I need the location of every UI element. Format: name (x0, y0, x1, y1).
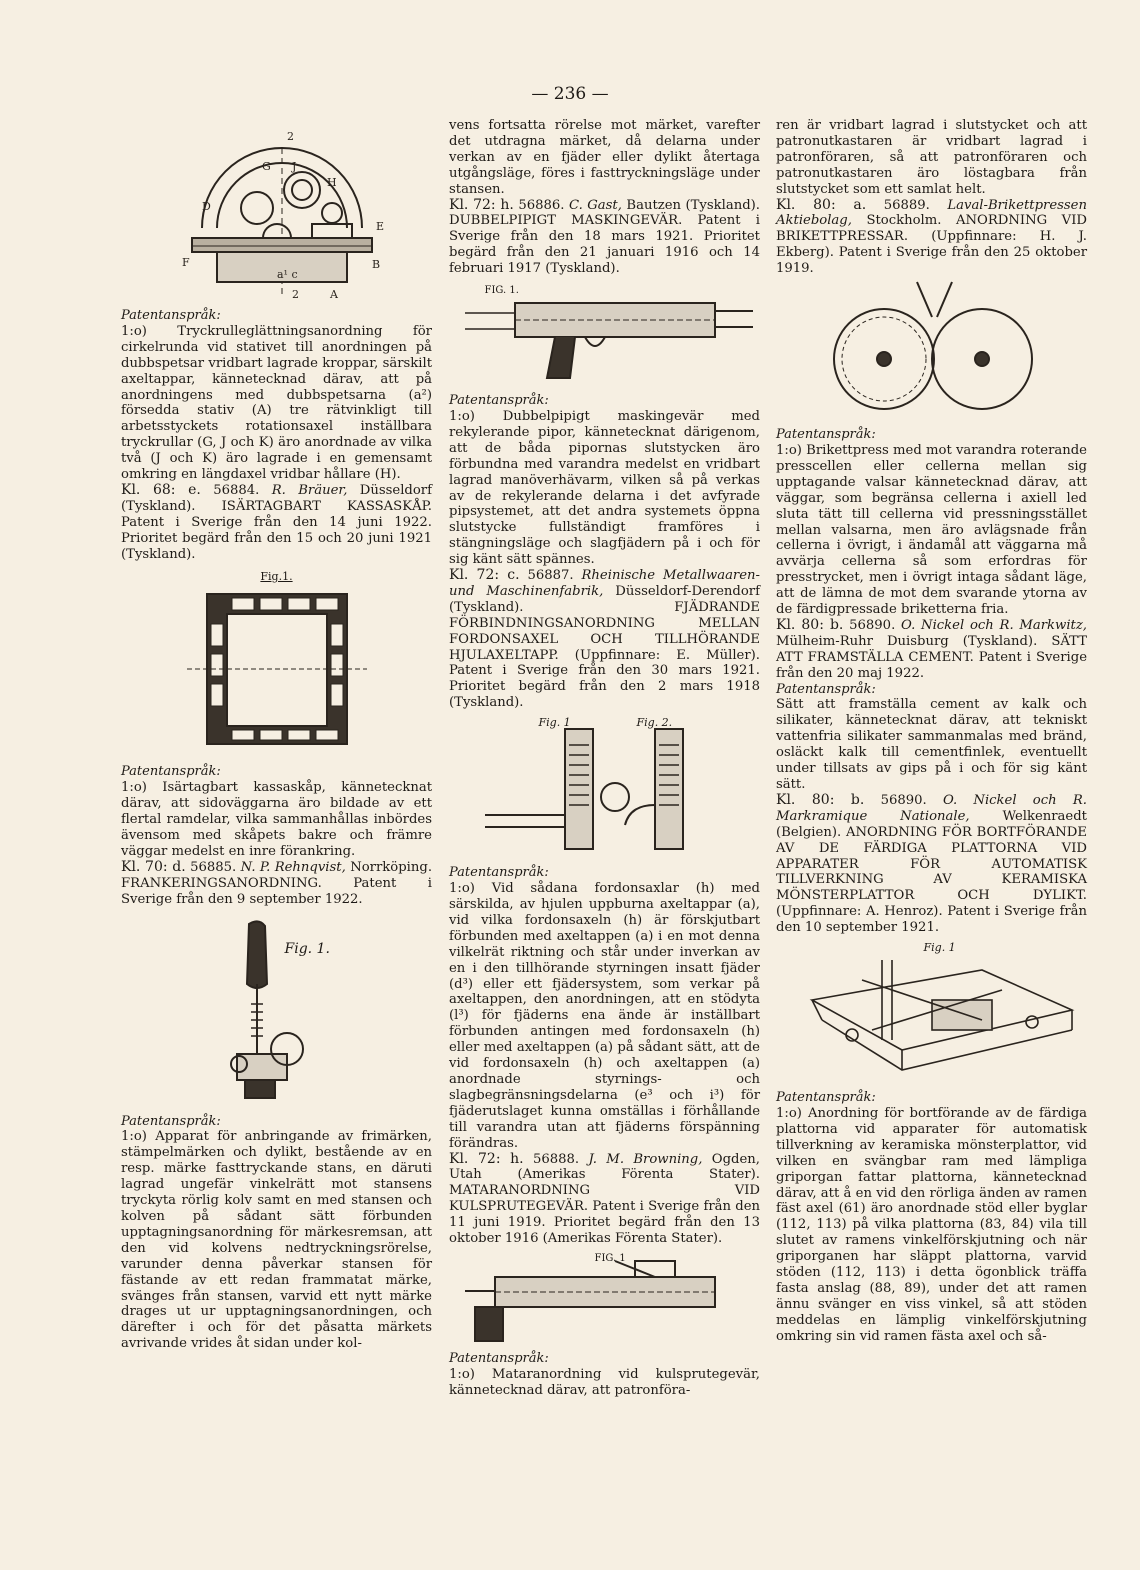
figure-machine-gun (455, 283, 755, 393)
svg-text:J: J (291, 160, 296, 173)
patent-author: O. Nickel och R. Markramique Nationale, (776, 792, 1087, 824)
patent-entry-56885 (121, 860, 432, 908)
svg-text:F: F (181, 256, 190, 269)
patent-entry-56887 (449, 568, 760, 711)
claim-text: 1:o) Dubbelpipigt maskingevär med rekylerande pipor, kännetecknat därigenom, att de båda pipornas slutstycken äro förbundna med varandra medelst en vridbart lagrad manöverhävarm, vilken så på verkas av de rekylerande delarna i det avfyrade pipsystemet, att det andra systemets öppna slutstycke fullständigt framföres i stängningsläge och slagfjädern på i och för sig känt sätt spännes. (449, 408, 760, 568)
patent-body: Düsseldorf (Tyskland). ISÄRTAGBART KASSASKÅP. Patent i Sverige från den 14 juni 1922. Prioritet begärd från den 15 och 20 juni 1921 (Tyskland). (121, 482, 432, 562)
column-2 (449, 118, 760, 1399)
figure-label: Fig. 1. (284, 940, 330, 957)
patent-author: R. Bräuer, (271, 482, 348, 498)
svg-text:E: E (375, 220, 384, 233)
figure-label: Fig.1. (260, 569, 293, 583)
patent-entry-56890-b (776, 793, 1087, 936)
class-code: Kl. 80: b. (776, 791, 865, 808)
continued-text: vens fortsatta rörelse mot märket, varefter det utdragna märket, då delarna under verkan av en fjäder eller dylikt återtaga utgångsläge, föres i fasttryckningsläge under stansen. (449, 118, 760, 197)
claim-label: Patentanspråk: (121, 764, 221, 780)
patent-body: Ogden, Utah (Amerikas Förenta Stater). MATARANORDNING VID KULSPRUTEGEVÄR. Patent i Sverige från den 11 juni 1919. Prioritet begärd från den 13 oktober 1916 (Amerikas Förenta Stater). (449, 1151, 760, 1247)
figure-label: FIG. 1. (484, 285, 519, 297)
claim-label: Patentanspråk: (449, 393, 549, 409)
patent-number: 56888. (532, 1151, 580, 1167)
claim-text: 1:o) Anordning för bortförande av de färdiga plattorna vid apparater för automatisk tillverkning av keramiska mönsterplattor, vid vilken en svängbar ram med lämpliga griporgan fattar plattorna, kännetecknad därav, att å en vid den rörliga änden av ramen fäst axel (61) äro anordnade stöd eller byglar (112, 113) på vilka plattorna (83, 84) vila till slutet av ramens vinkelförskjutning och när griporganen har släppt plattorna, varvid stöden (112, 113) i detta ögonblick träffa fasta anslag (88, 89), under det att ramen ännu svänger en viss vinkel, så att stöden meddelas en lämplig vinkelförskjutning omkring sin vid ramen fästa axel och så- (776, 1105, 1087, 1344)
patent-number: 56885. (190, 859, 237, 875)
claim-label: Patentanspråk: (776, 1090, 876, 1106)
svg-text:B: B (371, 258, 380, 271)
patent-number: 56889. (883, 197, 930, 213)
patent-entry-56889 (776, 198, 1087, 278)
svg-text:H: H (326, 176, 337, 189)
class-code: Kl. 72: c. (449, 567, 520, 584)
class-code: Kl. 80: a. (776, 196, 867, 213)
patent-author: N. P. Rehnqvist, (240, 859, 346, 875)
claim-text: Sätt att framställa cement av kalk och silikater, kännetecknat därav, att tekniskt vattenfria silikater sammanmalas med bränd, osläckt kalk till cementfinlek, eventuellt under tillsats av gips på i och för sig känt sätt. (776, 697, 1087, 792)
claim-text: 1:o) Isärtagbart kassaskåp, kännetecknat därav, att sidoväggarna äro bildade av ett flertal ramdelar, vilka sammanhållas inbördes ävensom med skåpets bakre och främre väggar medelst en inre förankring. (121, 780, 432, 859)
svg-text:D: D (201, 200, 211, 213)
claim-text: 1:o) Apparat för anbringande av frimärken, stämpelmärken och dylikt, bestående av en resp. märke fasttryckande stans, en däruti lagrad ungefär vinkelrätt mot stansens tryckyta rörlig kolv samt en med stansen och kolven på sådant sätt förbunden upptagningsanordning för märkesremsan, att den vid kolvens nedtryckningsrörelse, varunder denna påverkar stansen för fästande av ett redan frammatat märke, svänges från stansen, varvid ett nytt märke drages ut ur upptagningsanordningen, och därefter i och för det påsatta märkets avrivande vrides åt sidan under kol- (121, 1129, 432, 1352)
claim-label: Patentanspråk: (449, 1350, 549, 1366)
claim-label: Patentanspråk: (449, 865, 549, 881)
class-code: Kl. 70: d. (121, 858, 186, 875)
claim-text: 1:o) Tryckrulleglättningsanordning för cirkelrunda vid stativet till anordningen på dubbspetsar vridbart lagrade kroppar, särskilt axeltappar, kännetecknad därav, att på anordningens med dubbspetsarna (a²) försedda stativ (A) tre rätvinkligt till arbetsstyckets rotationsaxel inställbara tryckrullar (G, J och K) äro anordnade av vilka två (J och K) äro lagrade i en gemensamt omkring en längdaxel vridbar hållare (H). (121, 323, 432, 483)
claim-text: 1:o) Mataranordning vid kulsprutegevär, kännetecknad därav, att patronföra- (449, 1366, 760, 1398)
figure-cash-box (182, 584, 372, 764)
figure-label: Fig. 1 (923, 941, 956, 955)
class-code: Kl. 80: b. (776, 616, 844, 633)
claim-label: Patentanspråk: (121, 1113, 221, 1129)
svg-text:G: G (261, 160, 271, 173)
column-3 (776, 118, 1087, 1345)
continued-text: ren är vridbart lagrad i slutstycket och att patronutkastaren är vridbart lagrad i patronföraren, så att patronföraren och patronutkastaren äro löstagbara från slutstycket som ett samlat helt. (776, 118, 1087, 197)
patent-number: 56884. (213, 482, 260, 498)
patent-author: O. Nickel och R. Markwitz, (901, 617, 1087, 633)
claim-label: Patentanspråk: (121, 308, 221, 323)
patent-body: Mülheim-Ruhr Duisburg (Tyskland). SÄTT ATT FRAMSTÄLLA CEMENT. Patent i Sverige från den 20 maj 1922. (776, 633, 1087, 681)
patent-entry-56886 (449, 198, 760, 278)
patent-number: 56887. (527, 568, 574, 584)
patent-body: Norrköping. FRANKERINGSANORDNING. Patent i Sverige från den 9 september 1922. (121, 859, 433, 907)
figure-spring-axle (455, 715, 755, 865)
svg-text:A: A (329, 288, 338, 301)
figure-label: FIG. 1 (594, 1252, 626, 1264)
patent-body: Düsseldorf-Derendorf (Tyskland). FJÄDRANDE FÖRBINDNINGSANORDNING MELLAN FORDONSAXEL OCH TILLHÖRANDE HJULAXELTAPP. (Uppfinnare: E. Müller). Patent i Sverige från den 30 mars 1921. Prioritet begärd från den 2 mars 1918 (Tyskland). (449, 583, 760, 711)
figure-roller-device (162, 118, 392, 308)
patent-body: Stockholm. ANORDNING VID BRIKETTPRESSAR. (Uppfinnare: H. J. Ekberg). Patent i Sverige från den 25 oktober 1919. (776, 213, 1087, 277)
patent-entry-56890 (776, 618, 1087, 682)
patent-number: 56886. (518, 197, 565, 213)
figure-label: Fig. 2. (636, 716, 673, 730)
patent-body: Bautzen (Tyskland). DUBBELPIPIGT MASKINGEVÄR. Patent i Sverige från den 18 mars 1921. Prioritet begärd från den 21 januari 1916 och 14 februari 1917 (Tyskland). (449, 197, 760, 277)
patent-body: Welkenraedt (Belgien). ANORDNING FÖR BORTFÖRANDE AV DE FÄRDIGA PLATTORNA VID APPARATER FÖR AUTOMATISK TILLVERKNING AV KERAMISKA MÖNSTERPLATTOR OCH DYLIKT. (Uppfinnare: A. Henroz). Patent i Sverige från den 10 september 1921. (776, 808, 1087, 936)
svg-text:a¹ c: a¹ c (276, 268, 298, 281)
claim-label: Patentanspråk: (776, 427, 876, 443)
patent-number: 56890. (849, 617, 896, 633)
class-code: Kl. 72: h. (449, 1150, 524, 1167)
svg-text:2: 2 (291, 288, 299, 301)
class-code: Kl. 72: h. (449, 196, 514, 213)
claim-text: 1:o) Brikettpress med mot varandra roterande presscellen eller cellerna mellan sig upptagande valsar kännetecknad därav, att väggar, som begränsa cellerna i axiell led sluta tätt till cellerna vid pressningsstället mellan valsarna, men äro avlägsnade från cellerna i övrigt, i ändamål att väggarna må avvärja cellerna så som erfordras för presstrycket, men i övrigt intaga sådant läge, att de lämna de mot dem svarande ytorna av de färdigpressade briketterna fria. (776, 442, 1087, 618)
patent-author: J. M. Browning, (588, 1151, 703, 1167)
column-1 (121, 118, 432, 1352)
patent-author: C. Gast, (568, 197, 622, 213)
figure-label: Fig. 1 (538, 716, 571, 730)
claim-label: Patentanspråk: (776, 681, 876, 697)
svg-text:2: 2 (286, 130, 294, 143)
patent-author: Rheinische Metallwaaren- und Maschinenfabrik, (449, 568, 760, 599)
patent-entry-56884 (121, 483, 432, 563)
figure-tile-machine (782, 940, 1082, 1090)
patent-author: Laval-Brikettpressen Aktiebolag, (776, 197, 1087, 229)
figure-briquette-press (822, 277, 1042, 427)
patent-entry-56888 (449, 1152, 760, 1247)
patent-number: 56890. (880, 792, 927, 808)
figure-stamp-machine (177, 914, 377, 1114)
class-code: Kl. 68: e. (121, 481, 201, 498)
page-number: — 236 — (531, 84, 609, 104)
claim-text: 1:o) Vid sådana fordonsaxlar (h) med särskilda, av hjulen uppburna axeltappar (a), vid vilka fordonsaxeln (h) är förskjutbart förbunden med axeltappen (a) i en mot denna vilkelrät riktning och står under inverkan av en i den tillhörande styrningen insatt fjäder (d³) eller ett fjädersystem, som verkar på axeltappen, den anordningen, att en stödyta (l³) för fjäderns ena ände är inställbart förbunden antingen med fordonsaxeln (h) eller med axeltappen (a) på sådant sätt, att de vid fordonsaxeln (h) och axeltappen (a) anordnade styrnings- och slagbegränsningsdelarna (e³ och i³) för fjäderutslaget kunna omställas i förhållande till varandra utan att fjäderns förspänning förändras. (449, 881, 760, 1151)
